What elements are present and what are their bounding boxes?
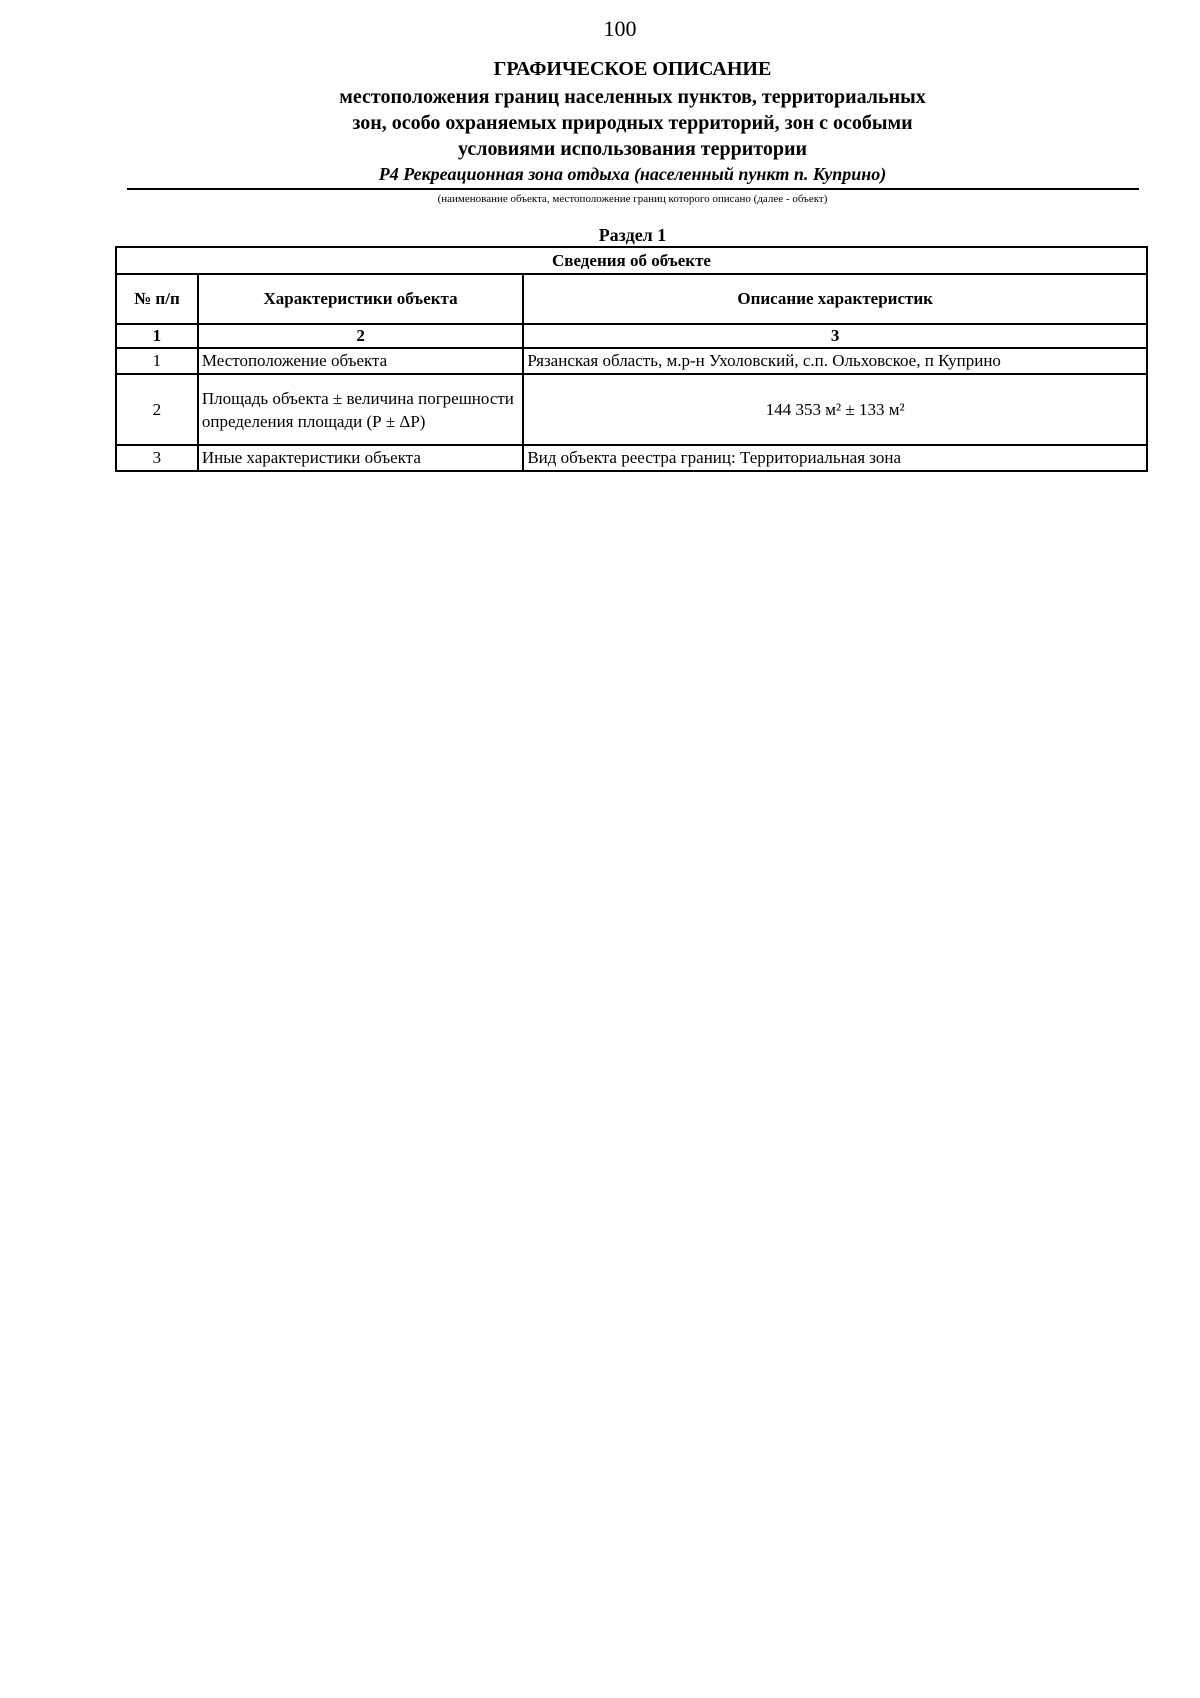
column-number-row xyxy=(116,324,1147,348)
object-name-underline xyxy=(127,188,1139,190)
row-number: 2 xyxy=(116,374,198,445)
object-info-table xyxy=(115,246,1148,472)
subtitle-line: зон, особо охраняемых природных территорий, зон с особыми xyxy=(352,112,913,134)
object-name-caption: (наименование объекта, местоположение границ которого описано (далее - объект) xyxy=(437,193,828,205)
row-description: 144 353 м² ± 133 м² xyxy=(523,374,1147,445)
header-number: № п/п xyxy=(116,274,198,324)
header-description: Описание характеристик xyxy=(523,274,1147,324)
object-name: Р4 Рекреационная зона отдыха (населенный пункт п. Куприно) xyxy=(378,164,887,184)
section-title: Раздел 1 xyxy=(598,225,667,245)
document-title: ГРАФИЧЕСКОЕ ОПИСАНИЕ xyxy=(493,58,772,80)
page-number: 100 xyxy=(603,16,637,41)
row-description: Рязанская область, м.р-н Ухоловский, с.п. Ольховское, п Куприно xyxy=(523,348,1147,374)
header-characteristic: Характеристики объекта xyxy=(198,274,523,324)
table-row xyxy=(116,374,1147,445)
table-row xyxy=(116,445,1147,471)
row-characteristic: Площадь объекта ± величина погрешности определения площади (Р ± ΔР) xyxy=(198,374,523,445)
table-header-row xyxy=(116,274,1147,324)
table-row xyxy=(116,348,1147,374)
row-number: 3 xyxy=(116,445,198,471)
column-number: 1 xyxy=(116,324,198,348)
row-number: 1 xyxy=(116,348,198,374)
column-number: 2 xyxy=(198,324,523,348)
row-description: Вид объекта реестра границ: Территориальная зона xyxy=(523,445,1147,471)
table-caption: Сведения об объекте xyxy=(116,247,1147,274)
subtitle-line: местоположения границ населенных пунктов, территориальных xyxy=(339,86,926,108)
document-subtitle xyxy=(0,84,1200,162)
column-number: 3 xyxy=(523,324,1147,348)
row-characteristic: Иные характеристики объекта xyxy=(198,445,523,471)
row-characteristic: Местоположение объекта xyxy=(198,348,523,374)
subtitle-line: условиями использования территории xyxy=(457,138,808,160)
table-caption-row xyxy=(116,247,1147,274)
